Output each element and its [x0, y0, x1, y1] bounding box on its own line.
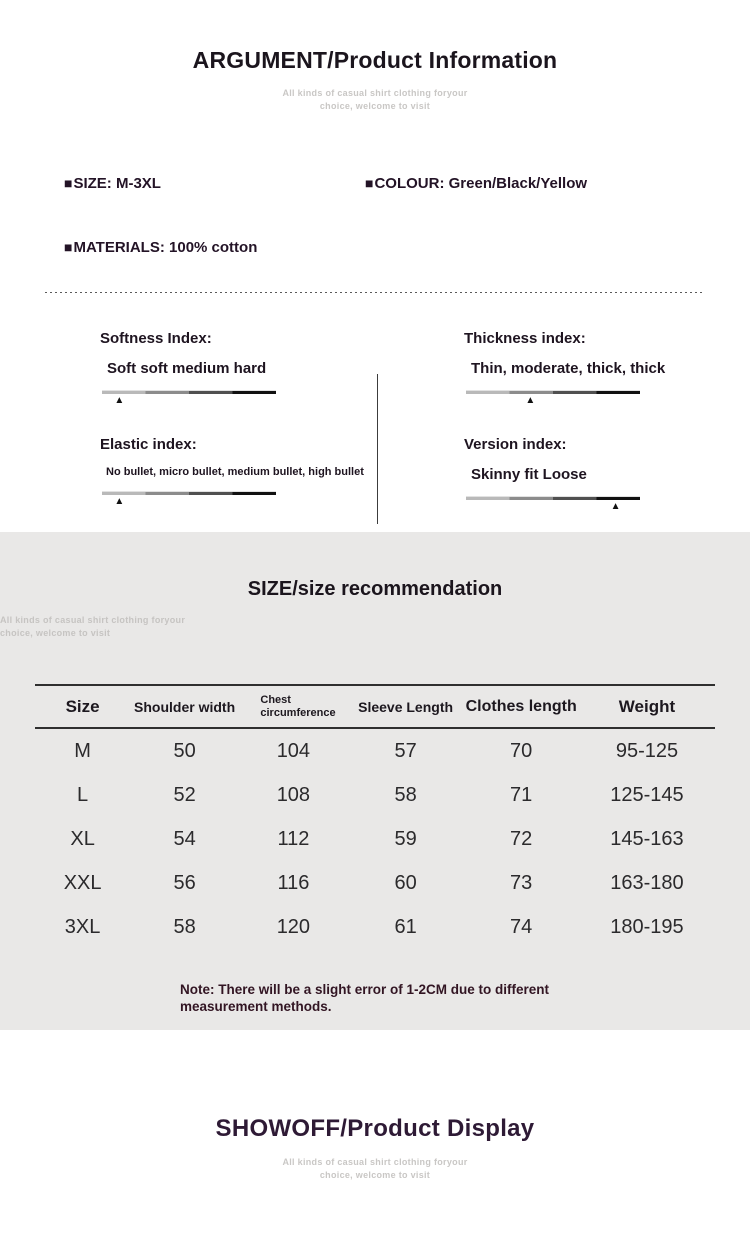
index-scale: Skinny fit Loose: [471, 466, 587, 483]
page-title: ARGUMENT/Product Information: [192, 47, 558, 73]
size-note-line2: measurement methods.: [180, 999, 332, 1014]
table-cell: 125-145: [610, 783, 684, 806]
header-cell-clothes-length: Clothes length: [465, 697, 577, 715]
tagline: [0, 1156, 750, 1182]
index-bar-wrap: [466, 390, 640, 414]
table-cell: 72: [510, 827, 533, 850]
attribute-size: [64, 175, 365, 192]
table-cell: 52: [173, 783, 196, 806]
header-cell-chest-circumference: Chest circumference: [260, 693, 336, 719]
table-cell: XXL: [63, 871, 102, 894]
size-note-line1: Note: There will be a slight error of 1-2CM due to different: [180, 982, 550, 997]
attribute-colour-label: COLOUR: Green/Black/Yellow: [374, 175, 588, 192]
size-table: [35, 684, 715, 949]
table-cell: 61: [394, 915, 417, 938]
tagline-line2: choice, welcome to visit: [319, 1170, 431, 1180]
attribute-materials-label: MATERIALS: 100% cotton: [73, 239, 258, 256]
tagline-line2: choice, welcome to visit: [0, 628, 111, 638]
index-scale: Thin, moderate, thick, thick: [471, 360, 666, 377]
header-cell-size: Size: [65, 696, 100, 716]
table-row-l: [35, 773, 715, 817]
index-scale: Soft soft medium hard: [107, 360, 267, 377]
index-title: Thickness index:: [464, 330, 586, 347]
table-cell: 163-180: [610, 871, 684, 894]
table-cell: 57: [394, 739, 417, 762]
product-attributes: [64, 175, 750, 256]
display-section: [0, 1030, 750, 1182]
attribute-size-label: SIZE: M-3XL: [73, 175, 161, 192]
table-body: [35, 729, 715, 949]
bullet-square-icon: ■: [64, 175, 73, 191]
table-cell: XL: [70, 827, 95, 850]
dashed-divider: [45, 292, 705, 293]
table-cell: 58: [394, 783, 417, 806]
table-cell: M: [74, 739, 91, 762]
elastic-index-card: [45, 436, 377, 520]
triangle-marker-icon: ▲: [114, 395, 125, 406]
index-title: Softness Index:: [100, 330, 212, 347]
index-title: Elastic index:: [100, 436, 197, 453]
index-bar-wrap: [466, 496, 640, 520]
table-cell: 58: [173, 915, 196, 938]
index-scale: No bullet, micro bullet, medium bullet, high bullet: [106, 466, 364, 478]
table-cell: 116: [277, 871, 310, 894]
table-row-3xl: [35, 905, 715, 949]
header-cell-weight: Weight: [618, 696, 676, 716]
table-cell: 145-163: [610, 827, 684, 850]
index-bar-wrap: [102, 390, 276, 414]
table-cell: 60: [394, 871, 417, 894]
table-cell: 56: [173, 871, 196, 894]
index-gradient-bar: [102, 390, 276, 394]
tagline: [0, 87, 750, 113]
table-cell: 70: [510, 739, 533, 762]
table-cell: 108: [276, 783, 311, 806]
header-cell-shoulder-width: Shoulder width: [134, 698, 236, 715]
table-cell: L: [77, 783, 89, 806]
tagline-line1: All kinds of casual shirt clothing foryour: [282, 1157, 468, 1167]
index-bar-wrap: [102, 491, 276, 515]
index-gradient-bar: [102, 491, 276, 495]
index-grid: [45, 330, 705, 526]
attributes-row-1: [64, 175, 750, 192]
tagline-line2: choice, welcome to visit: [319, 101, 431, 111]
table-cell: 112: [277, 827, 310, 850]
table-cell: 120: [276, 915, 311, 938]
table-cell: 180-195: [610, 915, 684, 938]
triangle-marker-icon: ▲: [525, 395, 536, 406]
version-index-card: [377, 436, 705, 520]
triangle-marker-icon: ▲: [610, 501, 621, 512]
tagline-line1: All kinds of casual shirt clothing foryour: [0, 615, 186, 625]
index-gradient-bar: [466, 390, 640, 394]
bullet-square-icon: ■: [64, 239, 73, 255]
table-row-xl: [35, 817, 715, 861]
thickness-index-card: [377, 330, 705, 414]
table-cell: 71: [510, 783, 533, 806]
softness-index-card: [45, 330, 377, 414]
table-cell: 59: [394, 827, 417, 850]
display-section-title: SHOWOFF/Product Display: [215, 1115, 535, 1142]
size-section: [0, 532, 750, 1030]
table-cell: 50: [173, 739, 196, 762]
header-cell-sleeve-length: Sleeve Length: [358, 698, 454, 715]
column-divider: [377, 374, 378, 524]
table-cell: 104: [276, 739, 311, 762]
tagline-line1: All kinds of casual shirt clothing foryour: [282, 88, 468, 98]
table-row-m: [35, 729, 715, 773]
table-cell: 54: [173, 827, 196, 850]
table-row-xxl: [35, 861, 715, 905]
table-cell: 74: [510, 915, 533, 938]
attribute-materials: [64, 239, 750, 256]
index-gradient-bar: [466, 496, 640, 500]
size-note: [180, 981, 610, 1015]
size-section-title: SIZE/size recommendation: [247, 578, 503, 600]
table-cell: 3XL: [64, 915, 101, 938]
index-title: Version index:: [464, 436, 567, 453]
tagline: [0, 614, 750, 640]
table-cell: 73: [510, 871, 533, 894]
info-header: [0, 0, 750, 113]
bullet-square-icon: ■: [365, 175, 374, 191]
attribute-colour: [365, 175, 587, 192]
table-header-row: [35, 684, 715, 729]
table-cell: 95-125: [615, 739, 679, 762]
triangle-marker-icon: ▲: [114, 496, 125, 507]
